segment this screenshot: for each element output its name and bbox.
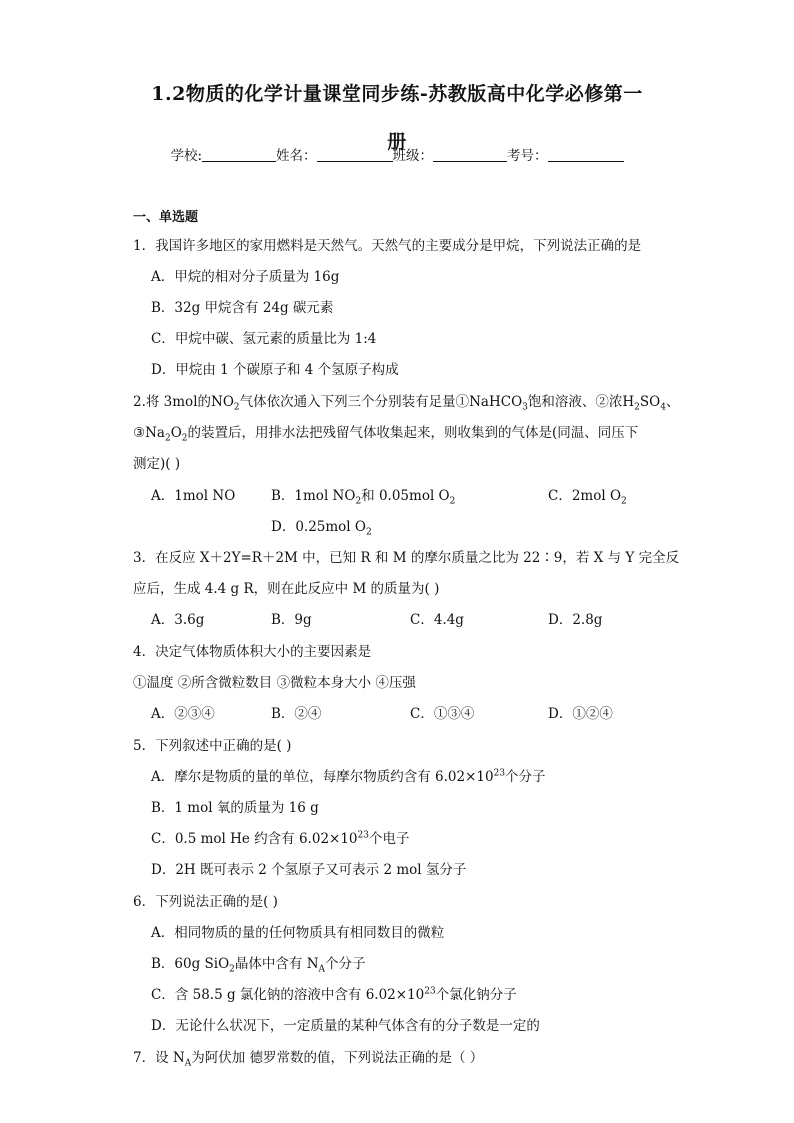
q3-option-c: C．4.4g: [410, 612, 464, 628]
q4-option-a: A．②③④: [151, 706, 215, 722]
number-blank[interactable]: [548, 147, 624, 162]
q3-option-a: A．3.6g: [151, 612, 205, 628]
student-info-row: [0, 144, 794, 164]
q5-option-c: C．0.5 mol He 约含有 $6.02\times 10^{23}$个电子: [151, 830, 410, 847]
q1-stem: 1．我国许多地区的家用燃料是天然气。天然气的主要成分是甲烷，下列说法正确的是: [133, 238, 642, 254]
q2-option-b: B．1mol $NO_2$和 0.05mol $O_2$: [271, 488, 456, 507]
q1-option-d: D．甲烷由 1 个碳原子和 4 个氢原子构成: [151, 362, 399, 378]
q6-stem: 6．下列说法正确的是( ): [133, 894, 278, 910]
title-line-2: 册: [387, 131, 407, 153]
class-blank[interactable]: [433, 147, 507, 162]
q4-stem: 4．决定气体物质体积大小的主要因素是: [133, 644, 372, 660]
q2-stem-line-2: $③Na_2O_2$的装置后，用排水法把残留气体收集起来，则收集到的气体是(同温、同压下: [133, 425, 639, 444]
q6-option-a: A．相同物质的量的任何物质具有相同数目的微粒: [151, 925, 445, 941]
name-blank[interactable]: [317, 147, 393, 162]
name-label: 姓名：: [276, 148, 317, 164]
q4-option-b: B．②④: [271, 706, 322, 722]
q1-option-a: A．甲烷的相对分子质量为 16g: [151, 269, 340, 285]
q4-option-d: D．①②④: [548, 706, 613, 722]
section-heading: 一、单选题: [133, 210, 199, 225]
q5-option-a: A．摩尔是物质的量的单位，每摩尔物质约含有 $6.02\times 10^{23}$个分子: [151, 768, 546, 785]
q4-option-c: C．①③④: [410, 706, 475, 722]
q7-stem: 7．设 $N_A$为阿伏加 德罗常数的值，下列说法正确的是（ ）: [133, 1050, 484, 1069]
q6-option-d: D．无论什么状况下，一定质量的某种气体含有的分子数是一定的: [151, 1018, 540, 1034]
class-label: 班级：: [392, 148, 434, 164]
q6-option-b: B．60g SiO$_2$晶体中含有 $N_A$个分子: [151, 956, 366, 975]
q3-stem-line-2: 应后，生成 4.4 g R，则在此反应中 M 的质量为( ): [133, 581, 440, 597]
q3-option-b: B．9g: [271, 612, 312, 628]
q5-option-d: D．2H 既可表示 2 个氢原子又可表示 2 mol 氢分子: [151, 862, 467, 878]
q6-option-c: C．含 58.5 g 氯化钠的溶液中含有 $6.02\times 10^{23}$个氯化钠分子: [151, 986, 517, 1003]
q1-option-b: B．32g 甲烷含有 24g 碳元素: [151, 300, 334, 316]
q5-option-b: B．1 mol 氧的质量为 16 g: [151, 800, 319, 816]
number-label: 考号：: [507, 148, 548, 164]
q2-option-c: C．2mol $O_2$: [548, 488, 627, 507]
q2-stem-line-1: 2.将 3mol的$NO_2$气体依次通入下列三个分别装有足量①NaHCO$_3$饱和溶液、②浓$H_2SO_4$、: [133, 394, 680, 413]
q4-factors: ①温度 ②所含微粒数目 ③微粒本身大小 ④压强: [133, 675, 416, 691]
q2-option-d: D．0.25mol $O_2$: [271, 519, 372, 538]
q2-stem-line-3: 测定)( ): [133, 456, 181, 472]
q1-option-c: C．甲烷中碳、氢元素的质量比为 1:4: [151, 331, 377, 347]
school-label: 学校:: [170, 148, 203, 164]
q5-stem: 5．下列叙述中正确的是( ): [133, 738, 292, 754]
q3-option-d: D．2.8g: [548, 612, 603, 628]
title-line-1: 1.2物质的化学计量课堂同步练-苏教版高中化学必修第一: [151, 83, 643, 105]
q3-stem-line-1: 3．在反应 X＋2Y=R＋2M 中，已知 R 和 M 的摩尔质量之比为 22∶9，若 X 与 Y 完全反: [133, 550, 680, 566]
school-blank[interactable]: [202, 147, 276, 162]
q2-option-a: A．1mol NO: [151, 488, 236, 504]
